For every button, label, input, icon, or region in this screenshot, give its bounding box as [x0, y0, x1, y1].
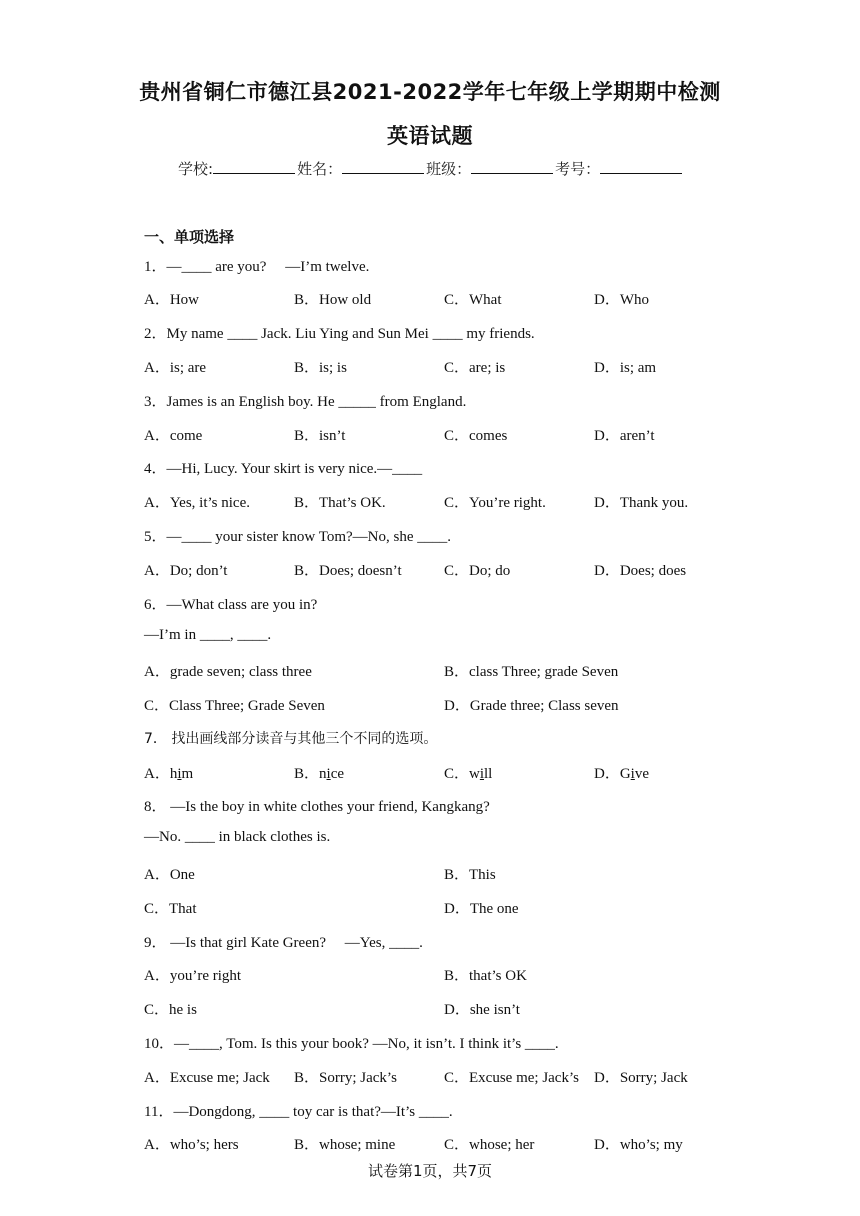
underlined-letter: i: [326, 766, 331, 782]
section-title: 一、单项选择: [144, 228, 235, 246]
question-stem: 6．—What class are you in?: [144, 597, 318, 613]
option-a: A．come: [144, 428, 203, 444]
option-d: D．Sorry; Jack: [594, 1070, 688, 1086]
option-c: C．he is: [144, 1002, 197, 1018]
question-stem: 9． —Is that girl Kate Green? —Yes, ____.: [144, 935, 423, 951]
option-d: D．Who: [594, 292, 649, 308]
option-d: D．is; am: [594, 360, 657, 376]
question-stem: 7． 找出画线部分读音与其他三个不同的选项。: [144, 731, 438, 747]
option-d: D．aren’t: [594, 428, 655, 444]
option-b: B．Sorry; Jack’s: [294, 1070, 397, 1086]
option-a: A．How: [144, 292, 199, 308]
name-label: 姓名：: [297, 160, 343, 178]
option-b: B．that’s OK: [444, 968, 527, 984]
exam-number-label: 考号：: [555, 160, 601, 178]
question-stem-answer: —No. ____ in black clothes is.: [144, 829, 331, 845]
option-b: B．This: [444, 867, 496, 883]
option-b: B．is; is: [294, 360, 347, 376]
question-stem: 10．—____, Tom. Is this your book? —No, it isn’t. I think it’s ____.: [144, 1036, 559, 1052]
option-a: A．Excuse me; Jack: [144, 1070, 270, 1086]
option-c: C．Class Three; Grade Seven: [144, 698, 325, 714]
question-stem: 8． —Is the boy in white clothes your friend, Kangkang?: [144, 799, 490, 815]
question-stem: 4．—Hi, Lucy. Your skirt is very nice.—____: [144, 461, 423, 477]
option-d: D．Give: [594, 766, 650, 782]
option-b: B．How old: [294, 292, 372, 308]
underlined-letter: i: [479, 766, 485, 782]
option-b: B．Does; doesn’t: [294, 563, 402, 579]
exam-number-blank: [600, 159, 682, 174]
option-d: D．she isn’t: [444, 1002, 520, 1018]
option-d: D．Thank you.: [594, 495, 689, 511]
option-c: C．are; is: [444, 360, 506, 376]
option-d: D．Grade three; Class seven: [444, 698, 619, 714]
option-a: A．you’re right: [144, 968, 242, 984]
option-b: B．isn’t: [294, 428, 346, 444]
option-a: A．Do; don’t: [144, 563, 228, 579]
class-label: 班级：: [426, 160, 472, 178]
school-label: 学校:: [178, 160, 214, 178]
school-blank: [213, 159, 295, 174]
option-b: B．class Three; grade Seven: [444, 664, 619, 680]
question-stem-answer: —I’m in ____, ____.: [144, 627, 272, 643]
option-c: C．comes: [444, 428, 508, 444]
option-c: C．What: [444, 292, 502, 308]
class-blank: [471, 159, 553, 174]
option-c: C．You’re right.: [444, 495, 546, 511]
option-c: C．whose; her: [444, 1137, 535, 1153]
exam-title-line1: 贵州省铜仁市德江县2021-2022学年七年级上学期期中检测: [139, 80, 721, 104]
option-d: D．The one: [444, 901, 519, 917]
option-a: A．Yes, it’s nice.: [144, 495, 250, 511]
exam-title-line2: 英语试题: [387, 124, 473, 148]
option-c: C．Excuse me; Jack’s: [444, 1070, 579, 1086]
option-c: C．That: [144, 901, 197, 917]
option-b: B．whose; mine: [294, 1137, 396, 1153]
option-c: C．will: [444, 766, 493, 782]
option-a: A．him: [144, 766, 194, 782]
question-stem: 3．James is an English boy. He _____ from England.: [144, 394, 467, 410]
underlined-letter: i: [630, 766, 635, 782]
question-stem: 5．—____ your sister know Tom?—No, she ____.: [144, 529, 451, 545]
option-d: D．who’s; my: [594, 1137, 683, 1153]
option-a: A．who’s; hers: [144, 1137, 239, 1153]
option-a: A．grade seven; class three: [144, 664, 312, 680]
option-a: A．One: [144, 867, 195, 883]
option-a: A．is; are: [144, 360, 207, 376]
option-b: B．nice: [294, 766, 345, 782]
option-b: B．That’s OK.: [294, 495, 386, 511]
question-stem: 1．—____ are you? —I’m twelve.: [144, 259, 370, 275]
student-info-row: [178, 158, 684, 179]
question-stem: 11．—Dongdong, ____ toy car is that?—It’s ____.: [144, 1104, 453, 1120]
question-stem: 2．My name ____ Jack. Liu Ying and Sun Mei ____ my friends.: [144, 326, 535, 342]
name-blank: [342, 159, 424, 174]
option-d: D．Does; does: [594, 563, 687, 579]
page-footer: 试卷第1页，共7页: [367, 1162, 493, 1180]
option-c: C．Do; do: [444, 563, 511, 579]
underlined-letter: i: [177, 766, 182, 782]
